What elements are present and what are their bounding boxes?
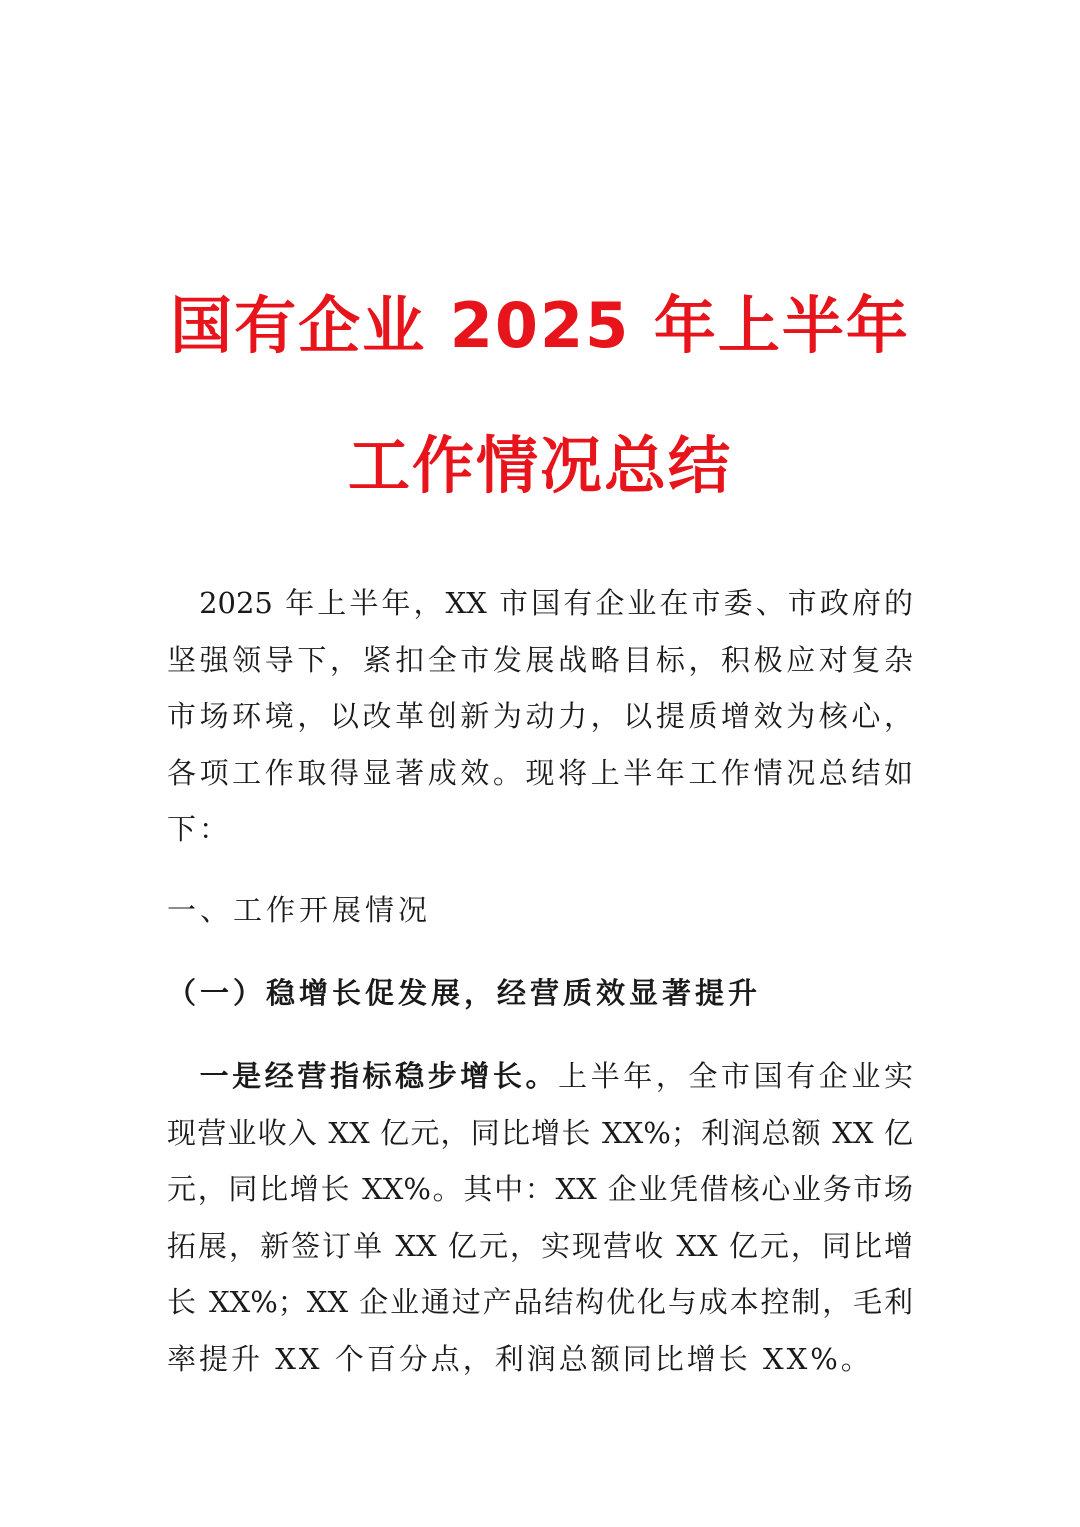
- text-line: 率提升 XX 个百分点，利润总额同比增长 XX%。: [167, 1341, 873, 1376]
- document-title-line-1: 国有企业 2025 年上半年: [170, 289, 910, 362]
- body-paragraph: [167, 1048, 913, 1388]
- text-line: 市场环境，以改革创新为动力，以提质增效为核心，: [167, 699, 913, 734]
- text-line: 下：: [167, 812, 232, 847]
- paragraph-lead: 一是经营指标稳步增长。: [167, 1059, 559, 1093]
- section-heading: 一、工作开展情况: [167, 893, 432, 927]
- text-line: 拓展，新签订单 XX 亿元，实现营收 XX 亿元，同比增: [167, 1228, 913, 1263]
- subsection-heading: （一）稳增长促发展，经营质效显著提升: [167, 976, 762, 1010]
- text-line: 现营业收入 XX 亿元，同比增长 XX%；利润总额 XX 亿: [167, 1115, 913, 1150]
- document-title-line-2: 工作情况总结: [347, 429, 732, 502]
- text-line: 长 XX%；XX 企业通过产品结构优化与成本控制，毛利: [167, 1285, 913, 1320]
- text-line: 2025 年上半年，XX 市国有企业在市委、市政府的: [167, 586, 913, 620]
- text-line: 元，同比增长 XX%。其中：XX 企业凭借核心业务市场: [167, 1172, 913, 1207]
- text-line: 各项工作取得显著成效。现将上半年工作情况总结如: [167, 755, 913, 790]
- text-line: [167, 1048, 913, 1105]
- intro-paragraph: [167, 575, 913, 858]
- text-line: 坚强领导下，紧扣全市发展战略目标，积极应对复杂: [167, 642, 913, 677]
- paragraph-text: 上半年，全市国有企业实: [558, 1059, 913, 1093]
